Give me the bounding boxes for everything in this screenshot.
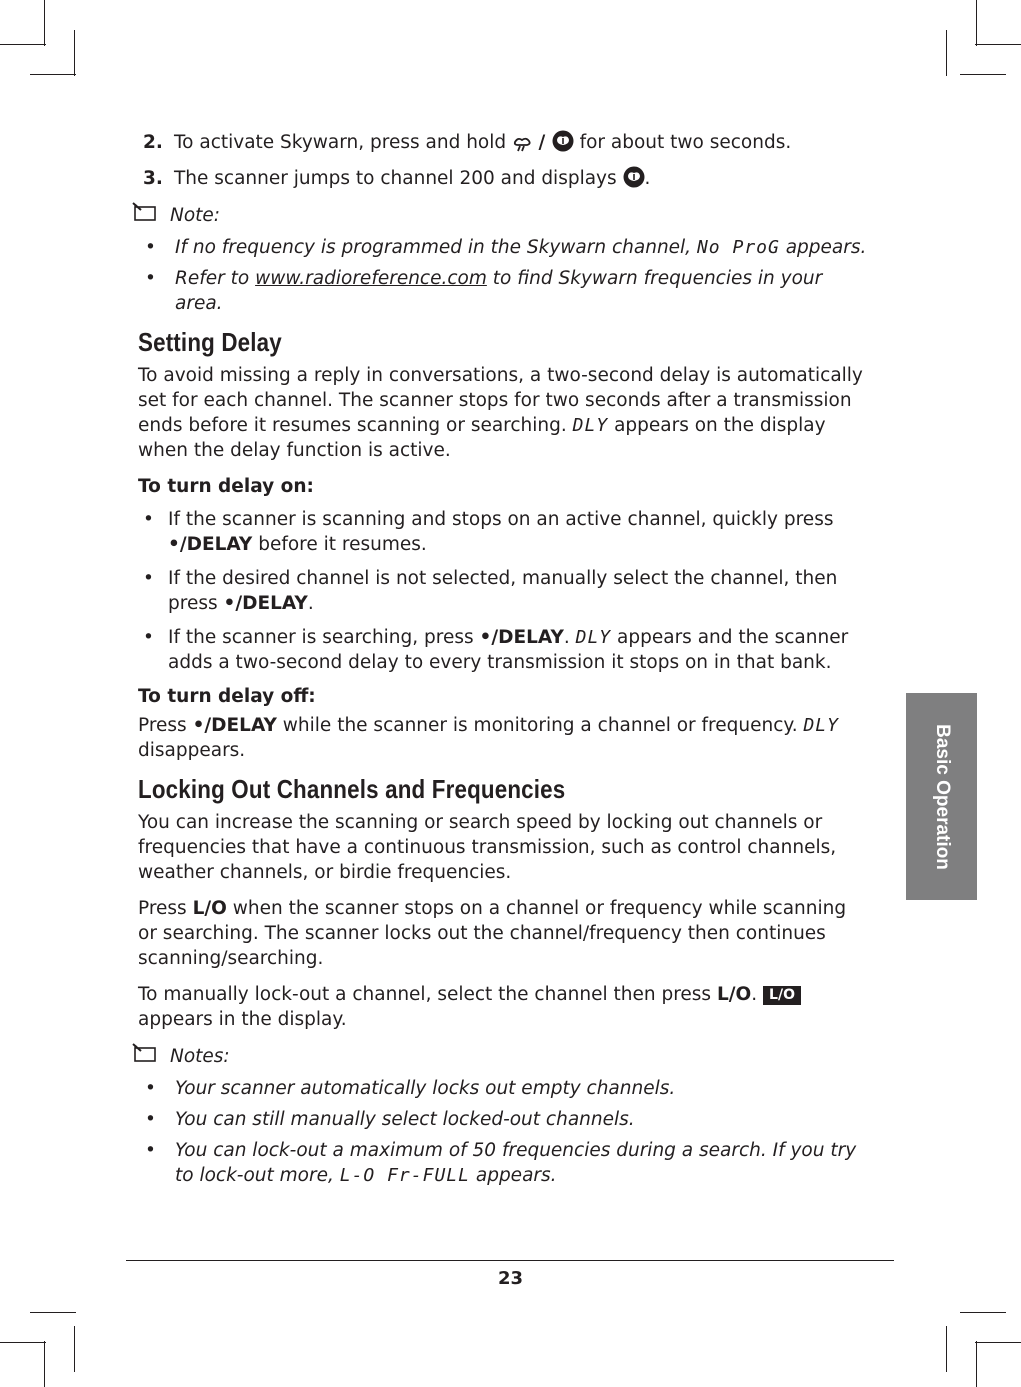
step-item — [138, 130, 868, 159]
lcd-text: No ProG — [696, 237, 780, 258]
note-header — [132, 1043, 868, 1070]
section-heading: Locking Out Channels and Frequencies — [138, 774, 566, 804]
crop-mark — [975, 44, 1021, 45]
list-item — [138, 566, 868, 616]
section-heading: Setting Delay — [138, 327, 282, 357]
note-text: If no frequency is programmed in the Skywarn channel, — [175, 237, 692, 258]
step-item — [138, 166, 868, 195]
crop-mark — [74, 1326, 75, 1372]
key-separator: / — [532, 132, 552, 153]
list-text: If the scanner is scanning and stops on an active channel, quickly press — [168, 509, 834, 530]
paragraph-text: appears on the display when the delay function is active. — [138, 415, 826, 461]
bullet-dot: • — [145, 237, 156, 258]
bullet-dot: • — [145, 1109, 156, 1130]
crop-mark — [44, 1341, 45, 1387]
bullet-dot: • — [143, 627, 154, 648]
crop-mark — [74, 30, 75, 76]
paragraph-text: To manually lock-out a channel, select the channel then press — [138, 984, 712, 1005]
section-side-tab — [906, 693, 977, 900]
radioreference-link[interactable]: www.radioreference.com — [255, 268, 487, 289]
weather-alert-display-icon — [623, 166, 645, 195]
list-text: . — [307, 593, 314, 614]
note-text: Your scanner automatically locks out empty channels. — [175, 1078, 676, 1099]
bullet-dot: • — [145, 1140, 156, 1161]
note-text: appears. — [785, 237, 867, 258]
footer-divider — [126, 1260, 894, 1261]
note-header — [132, 202, 868, 229]
note-text: to find Skywarn frequencies in your area. — [175, 268, 823, 314]
paragraph-text: disappears. — [138, 740, 246, 761]
list-text: before it resumes. — [258, 534, 427, 555]
crop-mark — [0, 44, 46, 45]
lcd-text: L-O Fr-FULL — [339, 1165, 470, 1186]
step-number: 2. — [143, 132, 163, 153]
paragraph — [138, 713, 868, 763]
lcd-text: DLY — [572, 415, 609, 436]
step-text: . — [644, 168, 651, 189]
step-text: The scanner jumps to channel 200 and displays — [174, 168, 617, 189]
key-label: •/DELAY — [223, 593, 308, 614]
crop-mark — [960, 74, 1006, 75]
skywarn-key-icon — [512, 134, 532, 159]
lcd-text: DLY — [803, 715, 839, 736]
note-item — [138, 235, 868, 260]
paragraph — [138, 896, 868, 971]
key-label: •/DELAY — [479, 627, 564, 648]
note-title: Note: — [170, 205, 221, 226]
crop-mark — [960, 1312, 1006, 1313]
crop-mark — [44, 0, 45, 46]
list-item — [138, 507, 868, 557]
page-content — [138, 130, 868, 1194]
key-label: •/DELAY — [192, 715, 277, 736]
list-text: appears and the scanner adds a two-second delay to every transmission it stops on in that bank. — [168, 627, 849, 673]
crop-mark — [946, 1326, 947, 1372]
note-text: You can lock-out a maximum of 50 frequencies during a search. If you try to lock-out more, — [175, 1140, 857, 1186]
note-title: Notes: — [170, 1046, 230, 1067]
note-pad-icon — [132, 1043, 158, 1070]
paragraph-text: appears in the display. — [138, 1009, 347, 1030]
crop-mark — [30, 74, 76, 75]
step-text: for about two seconds. — [579, 132, 792, 153]
crop-mark — [0, 1342, 46, 1343]
paragraph: You can increase the scanning or search speed by locking out channels or frequencies that have a continuous transmission, such as control channels, weather channels, or birdie frequencies. — [138, 812, 837, 883]
list-text: . — [563, 627, 570, 648]
bullet-dot: • — [143, 509, 154, 530]
key-label: L/O — [192, 898, 227, 919]
paragraph-text: Press — [138, 715, 187, 736]
crop-mark — [946, 30, 947, 76]
lcd-text: DLY — [575, 627, 612, 648]
key-label: L/O — [716, 984, 752, 1005]
paragraph-text: To avoid missing a reply in conversations, a two-second delay is automatically set for each channel. The scanner stops for two seconds after a transmission ends before it resumes scanning or searching. — [138, 365, 863, 436]
bullet-dot: • — [143, 568, 154, 589]
side-tab-label: Basic Operation — [931, 723, 953, 870]
note-text: Refer to — [175, 268, 250, 289]
list-text: If the scanner is searching, press — [168, 627, 474, 648]
note-item — [138, 1107, 868, 1132]
page-number: 23 — [497, 1268, 524, 1289]
crop-mark — [976, 1341, 977, 1387]
list-text: If the desired channel is not selected, manually select the channel, then press — [168, 568, 838, 614]
paragraph-text: when the scanner stops on a channel or frequency while scanning or searching. The scanner locks out the channel/frequency then continues scanning/searching. — [138, 898, 847, 969]
key-label: •/DELAY — [168, 534, 253, 555]
step-text: To activate Skywarn, press and hold — [174, 132, 507, 153]
note-pad-icon — [132, 202, 158, 229]
note-text: appears. — [475, 1165, 557, 1186]
note-text: You can still manually select locked-out channels. — [175, 1109, 635, 1130]
paragraph-text: while the scanner is monitoring a channel or frequency. — [282, 715, 798, 736]
subheading: To turn delay on: — [138, 476, 314, 497]
note-item — [138, 1138, 868, 1188]
paragraph-text: Press — [138, 898, 187, 919]
crop-mark — [30, 1312, 76, 1313]
list-item — [138, 625, 868, 675]
paragraph-text: . — [751, 984, 758, 1005]
paragraph — [138, 982, 868, 1032]
crop-mark — [976, 0, 977, 46]
bullet-dot: • — [145, 1078, 156, 1099]
crop-mark — [975, 1342, 1021, 1343]
step-number: 3. — [143, 168, 163, 189]
weather-alert-key-icon — [552, 130, 574, 159]
lockout-indicator-badge: L/O — [763, 986, 801, 1005]
paragraph — [138, 363, 868, 463]
subheading: To turn delay off: — [138, 686, 316, 707]
note-item — [138, 1076, 868, 1101]
note-item — [138, 266, 868, 316]
bullet-dot: • — [145, 268, 156, 289]
